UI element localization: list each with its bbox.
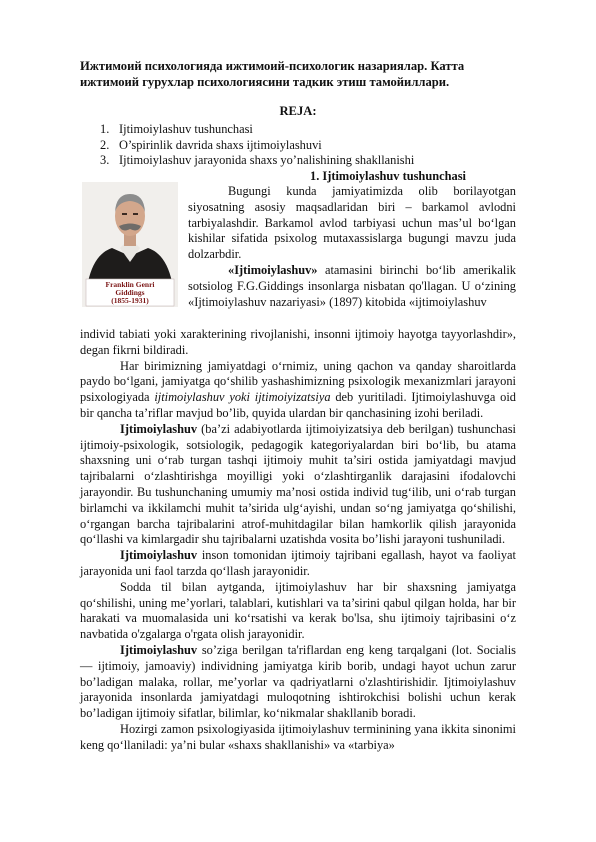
plan-item-number: 3. — [100, 153, 110, 168]
term-ijtimoiylashuv: Ijtimoiylashuv — [120, 548, 198, 563]
plan-item-text: Ijtimoiylashuv tushunchasi — [119, 122, 253, 136]
paragraph-tajriba-egallash: Ijtimoiylashuv inson tomonidan ijtimoiy tajribani egallash, hayot va faoliyat jarayonida uni faol tarzda qo‘llash jarayonidir. — [80, 548, 516, 578]
plan-item — [100, 138, 414, 154]
portrait-caption-surname: Giddings — [115, 288, 145, 297]
paragraph-intro: Bugungi kunda jamiyatimizda olib borilayotgan siyosatning asosiy maqsadlaridan biri – barkamol avlodni tarbiyalashdir. Barkamol avlod tarbiyasi uchun mas’ul bo‘lgan kishilar sifatida psixolog mutaxassislarga bugungi mavzu juda dolzarbdir. — [188, 184, 516, 262]
wrapped-text-block — [188, 184, 516, 310]
paragraph-sodda-til: Sodda til bilan aytganda, ijtimoiylashuv har bir shaxsning jamiyatga qo‘shilishi, uning me’yorlari, talablari, kutishlari va ta’sirini qabul qilgan holda, har bir harakati va muomalasida uni ko‘rsatishi va kerak bo'lsa, shu ijtimoiy tajribasini o‘z navbatida o'zgalarga o'rgata olish jarayonidir. — [80, 579, 516, 642]
plan-list — [100, 122, 414, 169]
term-ijtimoiylashuv: Ijtimoiylashuv — [120, 642, 198, 657]
paragraph-definition-continued: individ tabiati yoki xarakterining rivojlanishi, insonni ijtimoiy hayotga tayyorlashdir», degan fikrni bildiradi. — [80, 327, 516, 357]
term-ijtimoiylashuv: «Ijtimoiylashuv» — [228, 262, 318, 277]
portrait-caption-name: Franklin Genri — [105, 280, 155, 289]
paragraph-socialis: Ijtimoiylashuv so’ziga berilgan ta'riflardan eng keng tarqalgani (lot. Socialis — ijtimoiy, jamoaviy) individning jamiyatga kirib borib, undagi hayot uchun zarur bo’ladigan malaka, rollar, me’yorlar va qadriyatlarni o'zlashtirishidir. Ijtimoiylashuv jarayonida insonlarda jamiyatdagi muloqotning ishtirokchisi bolishi uchun kerak bo’ladigan ijtimoiy sifatlar, bilimlar, ko‘nikmalar shakllanib boradi. — [80, 642, 516, 721]
plan-heading: REJA: — [279, 104, 317, 118]
plan-item-text: O’spirinlik davrida shaxs ijtimoiylashuvi — [119, 137, 322, 152]
paragraph-jamiyatdagi-orni: Har birimizning jamiyatdagi o‘rnimiz, uning qachon va qanday sharoitlarda paydo bo‘lgani, jamiyatga qo‘shilib yashashimizning psixologik mexanizmlari jarayoni psixologiyada ijtimoiylashuv yoki ijtimoiyizatsiya deb yuritiladi. Ijtimoiylashuvga oid bir qancha ta’riflar mavjud bo’lib, quyida ulardan bir qanchasining izohi beriladi. — [80, 358, 516, 420]
paragraph-ijtimoiylashuv-tushunchasi: Ijtimoiylashuv (ba’zi adabiyotlarda ijtimoiyizatsiya deb berilgan) tushunchasi ijtimoiy-psixologik, sotsiologik, pedagogik kategoriyalardan biri bo‘lib, bu atama shaxsning uni o‘rab turgan tashqi ijtimoiy muhit ta’siri ostida jamiyatdagi mavjud tajribalarni o‘zlashtirishga moyilligi yoki o‘zlashtirganlik darajasini ifodalovchi jarayondir. Bu tushunchaning umumiy ma’nosi ostida individ tug‘ilib, uni o‘rab turgan birlamchi va ikkilamchi muhit ta’sirida ulg‘ayishi, undan so‘ng jamiyatga qo‘shilishi, o‘rgangan barcha tajribalarini atrof-muhitdagilar bilan hamkorlik qilish jarayonida qo‘llashi va kimlargadir shu tajribalarni uzatishda vosita bo’lishi jarayoni tushuniladi. — [80, 421, 516, 547]
portrait-caption-years: (1855-1931) — [111, 296, 149, 305]
document-title: Ижтимоий психологияда ижтимоий-психологик назариялар. Катта ижтимоий гурухлар психологиясини тадкик этиш тамойиллари. — [80, 59, 465, 89]
plan-item-number: 2. — [100, 137, 110, 152]
paragraph-definition-start: «Ijtimoiylashuv» atamasini birinchi bo‘lib amerikalik sotsiolog F.G.Giddings insonlarga nisbatan qo'llagan. U o‘zining «Ijtimoiylashuv nazariyasi» (1897) kitobida «ijtimoiylashuv — [188, 262, 516, 309]
term-ijtimoiylashuv: Ijtimoiylashuv — [120, 421, 198, 436]
plan-item — [100, 122, 414, 138]
paragraph-sinonimlar: Hozirgi zamon psixologiyasida ijtimoiylashuv terminining yana ikkita sinonimi keng qo‘llaniladi: ya’ni bular «shaxs shakllanishi» va «tarbiya» — [80, 721, 516, 752]
full-width-text-block — [80, 327, 516, 754]
section-heading: 1. Ijtimoiylashuv tushunchasi — [310, 169, 466, 183]
plan-item-number: 1. — [100, 122, 110, 136]
italic-term: ijtimoiylashuv yoki ijtimoiyizatsiya — [154, 390, 331, 405]
giddings-portrait — [82, 182, 178, 307]
plan-item — [100, 153, 414, 169]
plan-item-text: Ijtimoiylashuv jarayonida shaxs yo’nalishining shakllanishi — [119, 153, 415, 168]
